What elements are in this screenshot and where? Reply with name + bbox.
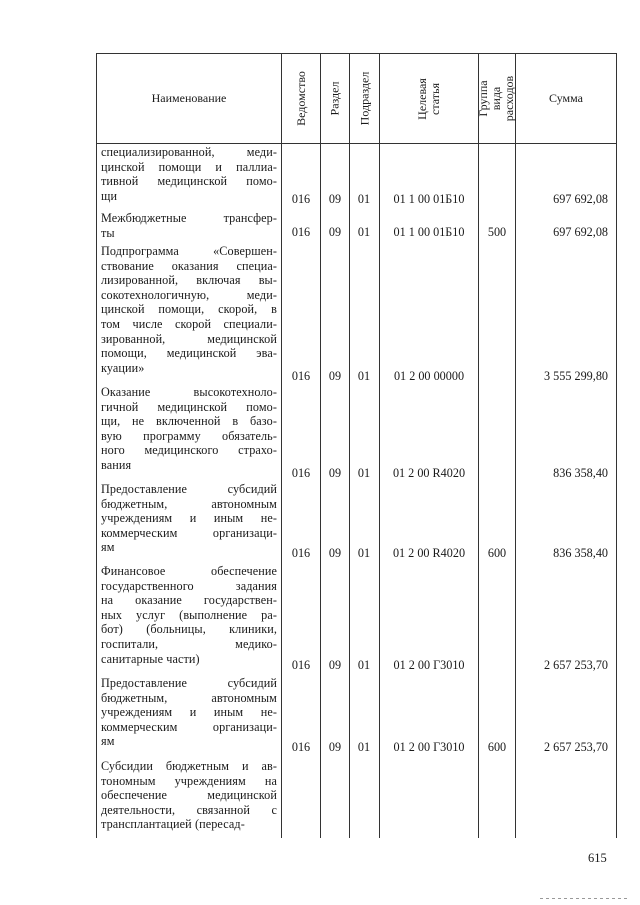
cell-razdel: 09 <box>328 369 342 383</box>
cell-summa: 2 657 253,70 <box>544 740 608 754</box>
name-line: цинской помощи и паллиа- <box>101 159 277 174</box>
cell-razdel: 09 <box>328 192 342 206</box>
row-5-name <box>101 482 277 555</box>
name-line: деятельности, связанной с <box>101 802 277 817</box>
cell-gruppa: 600 <box>487 546 507 560</box>
cell-celevaya: 01 2 00 Г3010 <box>393 658 465 672</box>
name-line: вания <box>101 457 132 472</box>
name-line: санитарные части) <box>101 651 200 666</box>
row-8-name <box>101 759 277 832</box>
name-line: Предоставление субсидий <box>101 676 277 690</box>
name-line: госпитали, медико- <box>101 636 277 651</box>
cell-celevaya: 01 1 00 01Б10 <box>393 192 465 206</box>
name-line: бюджетным, автономным <box>101 690 277 705</box>
cell-celevaya: 01 2 00 00000 <box>393 369 465 383</box>
col-divider-ved <box>281 53 282 838</box>
col-divider-gruppa <box>478 53 479 838</box>
page-number: 615 <box>588 851 607 865</box>
cell-podrazdel: 01 <box>357 225 371 239</box>
cell-summa: 836 358,40 <box>553 466 608 480</box>
col-divider-podrazdel <box>349 53 350 838</box>
name-line: сокотехнологичную, меди- <box>101 287 277 302</box>
cell-celevaya: 01 2 00 R4020 <box>392 466 466 480</box>
cell-podrazdel: 01 <box>357 369 371 383</box>
name-line: учреждениям и иным не- <box>101 705 277 720</box>
col-divider-celevaya <box>379 53 380 838</box>
name-line: гичной медицинской помо- <box>101 399 277 414</box>
name-line: цинской помощи, скорой, в <box>101 302 277 317</box>
row-2-name <box>101 211 277 240</box>
header-podrazdel: Подраздел <box>357 71 372 126</box>
footer-dashed-line <box>540 898 630 899</box>
name-line: Подпрограмма «Совершен- <box>101 244 277 258</box>
name-line: Оказание высокотехноло- <box>101 385 277 399</box>
cell-podrazdel: 01 <box>357 466 371 480</box>
name-line: том числе скорой специали- <box>101 316 277 331</box>
cell-vedomstvo: 016 <box>291 369 311 383</box>
name-line: государственного задания <box>101 578 277 593</box>
cell-summa: 697 692,08 <box>553 225 608 239</box>
name-line: ям <box>101 540 115 555</box>
row-6-name <box>101 564 277 666</box>
name-line: ствование оказания специа- <box>101 258 277 273</box>
name-line: учреждениям и иным не- <box>101 511 277 526</box>
name-line: ты <box>101 225 115 240</box>
cell-vedomstvo: 016 <box>291 740 311 754</box>
table-right-border <box>616 53 617 838</box>
row-1-name <box>101 145 277 203</box>
cell-celevaya: 01 2 00 Г3010 <box>393 740 465 754</box>
cell-gruppa: 500 <box>487 225 507 239</box>
name-line: специализированной, меди- <box>101 145 277 159</box>
name-line: на оказание государствен- <box>101 593 277 608</box>
cell-razdel: 09 <box>328 466 342 480</box>
name-line: вую программу обязатель- <box>101 428 277 443</box>
cell-celevaya: 01 1 00 01Б10 <box>393 225 465 239</box>
name-line: трансплантацией (пересад- <box>101 817 245 832</box>
name-line: Предоставление субсидий <box>101 482 277 496</box>
name-line: ного медицинского страхо- <box>101 443 277 458</box>
cell-podrazdel: 01 <box>357 740 371 754</box>
name-line: тивной медицинской помо- <box>101 174 277 189</box>
header-razdel: Раздел <box>327 81 342 116</box>
cell-summa: 3 555 299,80 <box>544 369 608 383</box>
name-line: бюджетным, автономным <box>101 496 277 511</box>
row-7-name <box>101 676 277 749</box>
cell-summa: 2 657 253,70 <box>544 658 608 672</box>
name-line: бот) (больницы, клиники, <box>101 622 277 637</box>
name-line: зированной, медицинской <box>101 331 277 346</box>
name-line: коммерческим организаци- <box>101 525 277 540</box>
name-line: помощи, медицинской эва- <box>101 346 277 361</box>
row-3-name <box>101 244 277 375</box>
cell-summa: 697 692,08 <box>553 192 608 206</box>
header-gruppa: Группа вида расходов <box>476 75 517 122</box>
name-line: обеспечение медицинской <box>101 788 277 803</box>
cell-vedomstvo: 016 <box>291 466 311 480</box>
cell-vedomstvo: 016 <box>291 658 311 672</box>
cell-summa: 836 358,40 <box>553 546 608 560</box>
cell-razdel: 09 <box>328 740 342 754</box>
header-name: Наименование <box>151 91 227 105</box>
name-line: куации» <box>101 360 145 375</box>
name-line: тономным учреждениям на <box>101 773 277 788</box>
cell-podrazdel: 01 <box>357 658 371 672</box>
name-line: ям <box>101 734 115 749</box>
cell-razdel: 09 <box>328 546 342 560</box>
name-line: щи, не включенной в базо- <box>101 414 277 429</box>
cell-celevaya: 01 2 00 R4020 <box>392 546 466 560</box>
name-line: коммерческим организаци- <box>101 719 277 734</box>
cell-razdel: 09 <box>328 658 342 672</box>
table-left-border <box>96 53 97 838</box>
cell-vedomstvo: 016 <box>291 225 311 239</box>
cell-razdel: 09 <box>328 225 342 239</box>
header-vedomstvo: Ведомство <box>293 71 308 126</box>
cell-podrazdel: 01 <box>357 192 371 206</box>
name-line: щи <box>101 188 118 203</box>
cell-vedomstvo: 016 <box>291 546 311 560</box>
cell-gruppa: 600 <box>487 740 507 754</box>
header-celevaya: Целевая статья <box>415 77 442 120</box>
name-line: ных услуг (выполнение ра- <box>101 607 277 622</box>
cell-podrazdel: 01 <box>357 546 371 560</box>
name-line: Субсидии бюджетным и ав- <box>101 759 277 773</box>
row-4-name <box>101 385 277 473</box>
header-summa: Сумма <box>549 91 583 105</box>
name-line: лизированной, включая вы- <box>101 273 277 288</box>
col-divider-summa <box>515 53 516 838</box>
col-divider-razdel <box>320 53 321 838</box>
name-line: Межбюджетные трансфер- <box>101 211 277 225</box>
cell-vedomstvo: 016 <box>291 192 311 206</box>
name-line: Финансовое обеспечение <box>101 564 277 578</box>
header-bottom-border <box>96 143 617 144</box>
